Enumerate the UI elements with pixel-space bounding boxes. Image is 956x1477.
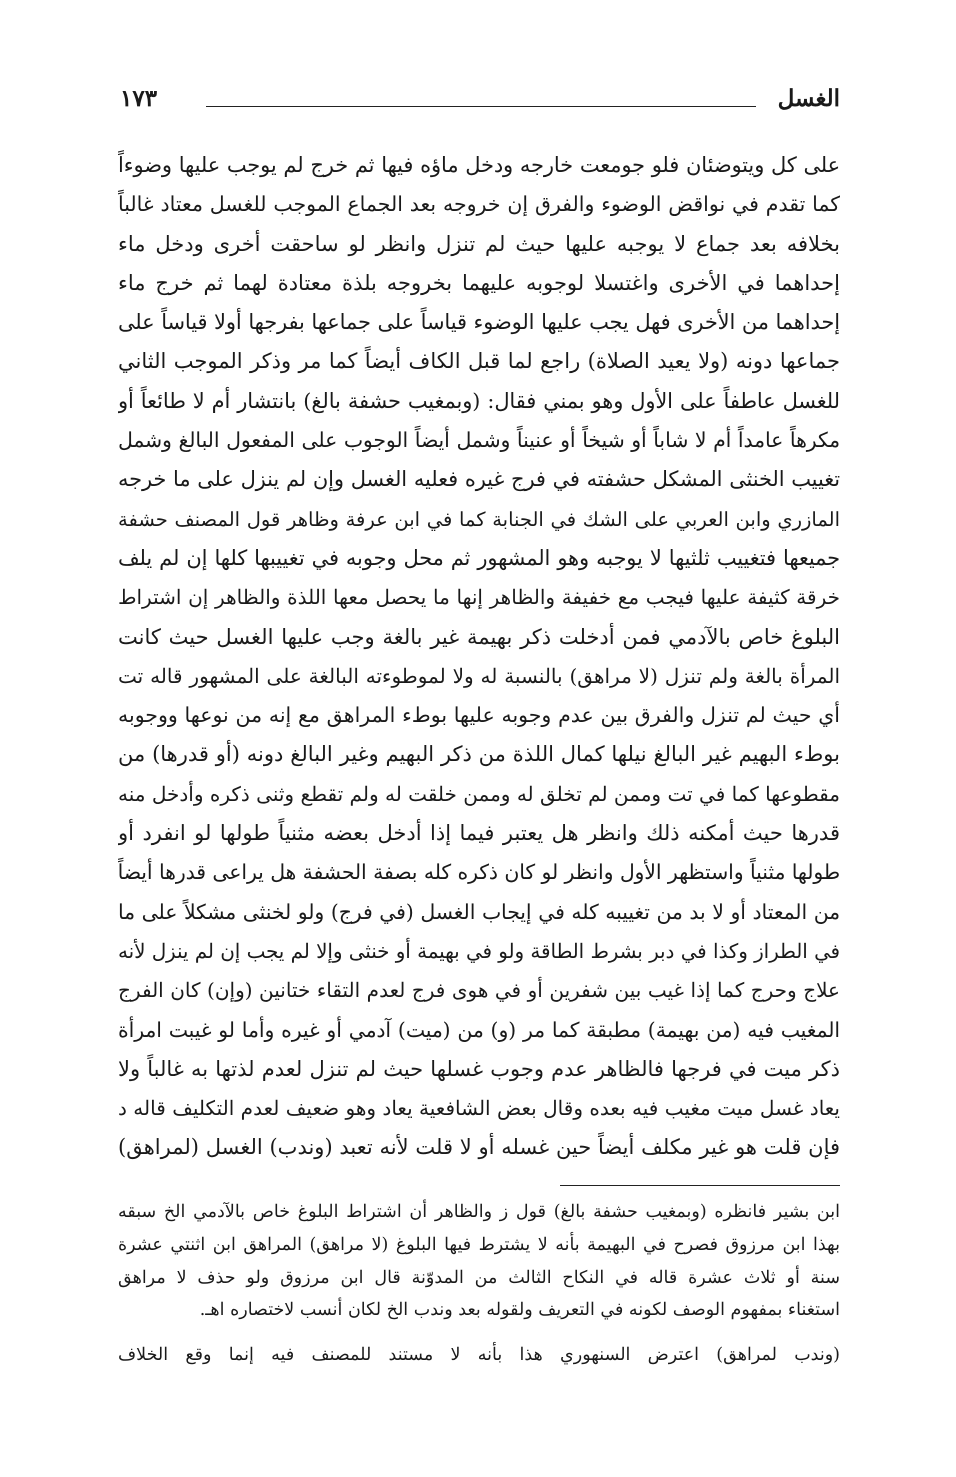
text-line: المازري وابن العربي على الشك في الجنابة كما في ابن عرفة وظاهر قول المصنف حشفة [118,507,840,531]
text-line: المرأة بالغة ولم تنزل (لا مراهق) بالنسبة له ولا لموطوءته البالغة على المشهور قاله تت [118,663,840,688]
footnote-line: ابن بشير فانظره (وبمغيب حشفة بالغ) قول ز والظاهر أن اشتراط البلوغ خاص بالآدمي الخ سبقه [118,1202,840,1222]
text-line: إحداهما من الأخرى فهل يجب عليها الوضوء قياساً على جماعها بفرجها أولا قياساً على [118,310,840,335]
text-line: قدرها حيث أمكنه ذلك وانظر هل يعتبر فيما إذا أدخل بعضه مثنياً طولها لو انفرد أو [118,821,840,846]
text-line: المغيب فيه (من بهيمة) مطبقة كما مر (و) من (ميت) آدمي أو غيره وأما لو غيبت امرأة [118,1017,840,1042]
text-line: جميعها فتغييب ثلثيها لا يوجبه وهو المشهور ثم محل وجوبه في تغييبها كلها إن لم يلف [118,545,840,570]
text-line: فإن قلت هو غير مكلف أيضاً حين غسله أو لا قلت لأنه تعبد (وندب) الغسل (لمراهق) [118,1135,840,1160]
text-line: للغسل عاطفاً على الأول وهو بمني فقال: (وبمغيب حشفة بالغ) بانتشار أم لا طائعاً أو [118,388,840,413]
text-line: أي حيث لم تنزل والفرق بين عدم وجوبه عليها بوطء المراهق مع إنه من نوعها ووجوبه [118,703,840,728]
text-line: يعاد غسل ميت مغيب فيه بعده وقال بعض الشافعية يعاد وهو ضعيف لعدم التكليف قاله د [118,1096,840,1121]
running-header [120,84,840,124]
text-line: البلوغ خاص بالآدمي فمن أدخلت ذكر بهيمة غير بالغة وجب عليها الغسل حيث كانت [118,624,840,649]
text-line: إحداهما في الأخرى واغتسلا لوجوبه عليهما بخروجه بلذة معتادة لهما ثم خرج ماء [118,270,840,295]
text-line: بخلافه بعد جماع لا يوجبه عليها حيث لم تنزل وانظر لو ساحقت أخرى ودخل ماء [118,231,840,256]
footnote-gap [118,1327,840,1339]
footnote-line: (وندب لمراهق) اعترض السنهوري هذا بأنه لا مستند للمصنف فيه إنما وقع الخلاف [118,1345,840,1366]
text-line: ذكر ميت في فرجها فالظاهر عدم وجوب غسلها حيث لم تنزل لعدم لذتها به غالباً ولا [118,1056,840,1081]
text-line: علاج وحرج كما إذا غيب بين شفرين أو في هوى فرج لعدم التقاء ختانين (وإن) كان الفرج [118,978,840,1003]
text-line: على كل ويتوضئان فلو جومعت خارجه ودخل ماؤه فيها ثم خرج لم يوجب عليها وضوءاً [118,153,840,177]
footnote-line: بهذا ابن مرزوق فصرح في البهيمة بأنه لا يشترط فيها البلوغ (لا مراهق) المراهق ابن اثنتي عشرة [118,1234,840,1255]
text-line: طولها مثنياً واستظهر الأول وانظر لو كان ذكره كله بصفة الحشفة هل يراعى قدرها أيضاً [118,860,840,885]
text-line: جماعها دونه (ولا يعيد الصلاة) راجع لما قبل الكاف أيضاً كما مر وذكر الموجب الثاني [118,349,840,374]
text-line: تغييب الخنثى المشكل حشفته في فرج غيره فعليه الغسل وإن لم ينزل على ما خرجه [118,467,840,492]
footnotes-block [118,1196,840,1372]
footnote-separator [560,1185,840,1186]
header-rule [206,106,756,107]
text-line: مكرهاً عامداً أم لا شاباً أو شيخاً أو عنيناً وشمل أيضاً الوجوب على المفعول البالغ وشمل [118,428,840,453]
footnote-line: استغناء بمفهوم الوصف لكونه في التعريف ولقوله بعد وندب الخ لكان أنسب لاختصاره اهـ. [199,1300,840,1321]
section-title: الغسل [777,85,840,112]
text-line: كما تقدم في نواقض الوضوء والفرق إن خروجه بعد الجماع الموجب للغسل معتاد غالباً [118,192,840,217]
page-number: ١٧٣ [120,85,158,112]
footnote-line: سنة أو ثلاث عشرة قاله في النكاح الثالث من المدوّنة قال ابن مرزوق ولو حذف لا مراهق [118,1267,840,1288]
main-text-block [118,146,840,1168]
text-line: من المعتاد أو لا بد من تغييبه كله في إيجاب الغسل (في فرج) ولو لخنثى مشكلاً على ما [118,899,840,924]
text-line: خرقة كثيفة عليها فيجب مع خفيفة والظاهر إنها ما يحصل معها اللذة والظاهر إن اشتراط [118,585,840,610]
text-line: بوطء البهيم غير البالغ نيلها كمال اللذة من ذكر البهيم وغير البالغ دونه (أو قدرها) من [118,742,840,767]
text-line: مقطوعها كما في تت وممن لم تخلق له وممن خلقت له ولم تقطع وثنى ذكره وأدخل منه [118,781,840,806]
text-line: في الطراز وكذا في دبر بشرط الطاقة ولو في بهيمة أو خنثى وإلا لم يجب إن لم ينزل لأنه [118,939,840,963]
